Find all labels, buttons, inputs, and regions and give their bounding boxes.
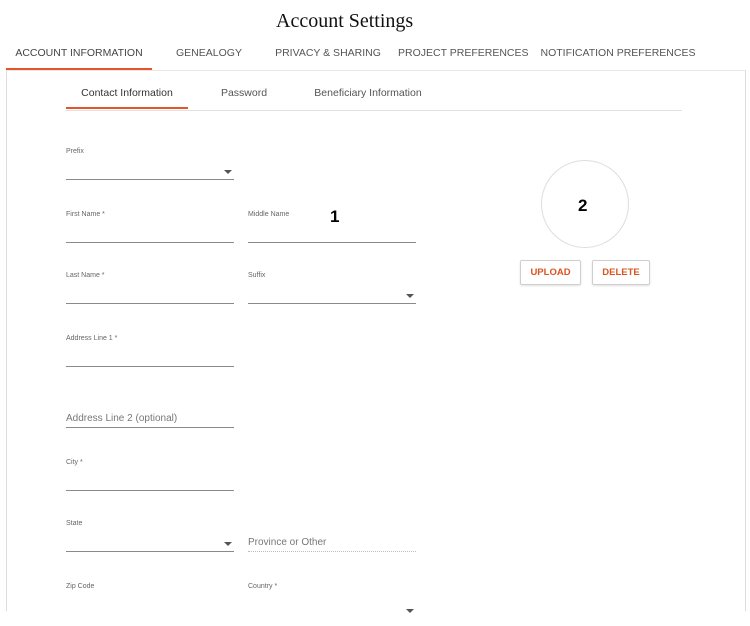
tab-notification-preferences[interactable]: NOTIFICATION PREFERENCES [540, 47, 696, 59]
page-title: Account Settings [276, 10, 414, 32]
tab-privacy-sharing[interactable]: PRIVACY & SHARING [275, 47, 381, 59]
first-name-label: First Name * [66, 211, 105, 218]
city-label: City * [66, 459, 83, 466]
caret-down-icon [224, 542, 232, 546]
last-name-label: Last Name * [66, 272, 105, 279]
prefix-select[interactable] [66, 148, 234, 180]
first-name-field[interactable] [66, 211, 234, 243]
province-placeholder: Province or Other [248, 537, 327, 548]
tab-account-information[interactable]: ACCOUNT INFORMATION [15, 47, 143, 59]
active-subtab-indicator [66, 107, 188, 109]
caret-down-icon [224, 170, 232, 174]
zip-code-field[interactable] [66, 583, 234, 615]
address-line-1-label: Address Line 1 * [66, 335, 118, 342]
prefix-label: Prefix [66, 148, 84, 155]
upload-button[interactable]: UPLOAD [520, 260, 581, 285]
field-underline [248, 550, 416, 552]
last-name-field[interactable] [66, 272, 234, 304]
field-underline [66, 179, 234, 180]
delete-button[interactable]: DELETE [592, 260, 650, 285]
city-field[interactable] [66, 459, 234, 491]
subtab-contact-information[interactable]: Contact Information [81, 87, 173, 99]
caret-down-icon [406, 294, 414, 298]
caret-down-icon [406, 609, 414, 613]
address-line-1-field[interactable] [66, 335, 234, 367]
country-select[interactable] [248, 583, 416, 615]
middle-name-label: Middle Name [248, 211, 290, 218]
suffix-label: Suffix [248, 272, 266, 279]
address-line-2-placeholder: Address Line 2 (optional) [66, 413, 178, 424]
field-underline [248, 242, 416, 243]
subtab-password[interactable]: Password [220, 87, 268, 99]
marker-two: 2 [578, 196, 588, 215]
tab-genealogy[interactable]: GENEALOGY [176, 47, 242, 59]
field-underline [66, 427, 234, 428]
tab-project-preferences[interactable]: PROJECT PREFERENCES [398, 47, 529, 59]
province-field[interactable] [248, 520, 416, 552]
field-underline [66, 551, 234, 552]
top-tab-bar [0, 36, 750, 70]
zip-code-label: Zip Code [66, 583, 95, 590]
country-label: Country * [248, 583, 278, 590]
field-underline [248, 303, 416, 304]
suffix-select[interactable] [248, 272, 416, 304]
state-label: State [66, 520, 83, 527]
field-underline [66, 490, 234, 491]
subtab-beneficiary-information[interactable]: Beneficiary Information [314, 87, 422, 99]
state-select[interactable] [66, 520, 234, 552]
field-underline [66, 366, 234, 367]
field-underline [66, 242, 234, 243]
marker-one: 1 [330, 207, 340, 226]
address-line-2-field[interactable] [66, 396, 234, 428]
field-underline [66, 303, 234, 304]
